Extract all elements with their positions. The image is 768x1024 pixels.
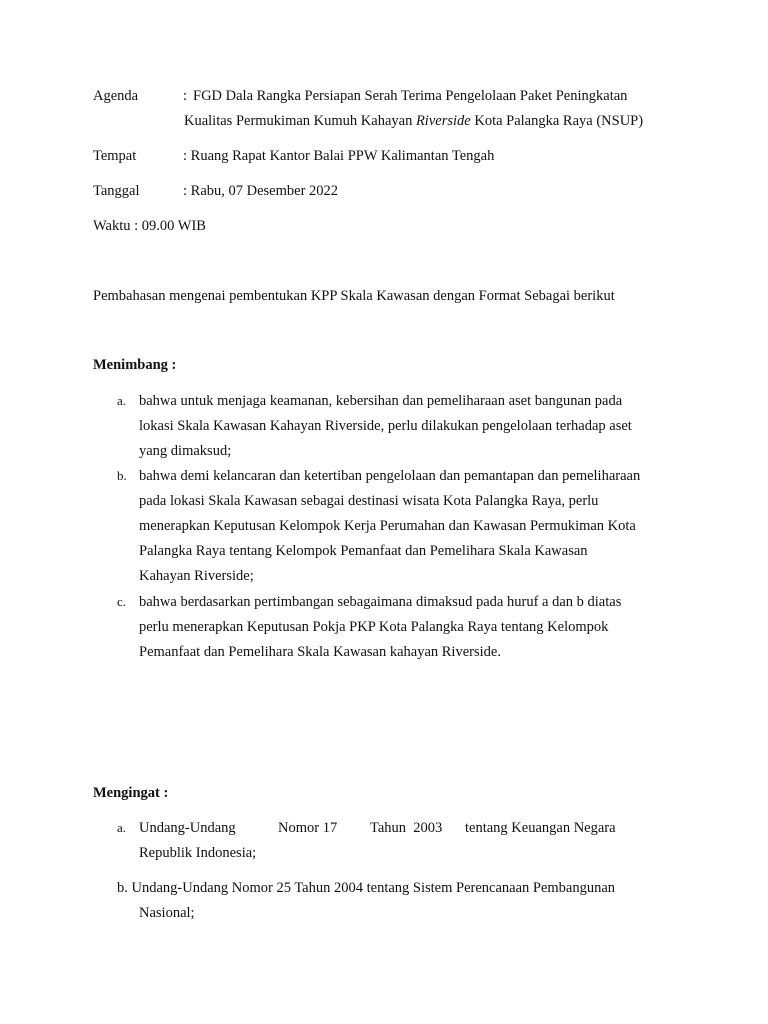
agenda-value-line1: FGD Dala Rangka Persiapan Serah Terima Pengelolaan Paket Peningkatan — [193, 88, 628, 104]
tempat-value: : Ruang Rapat Kantor Balai PPW Kalimantan Tengah — [183, 148, 495, 164]
list-item-line: lokasi Skala Kawasan Kahayan Riverside, perlu dilakukan pengelolaan terhadap aset — [139, 418, 632, 434]
list-item-segment: tentang Keuangan Negara — [465, 820, 616, 836]
waktu-line: Waktu : 09.00 WIB — [93, 218, 206, 234]
intro-paragraph: Pembahasan mengenai pembentukan KPP Skala Kawasan dengan Format Sebagai berikut — [93, 288, 615, 304]
tanggal-value: : Rabu, 07 Desember 2022 — [183, 183, 339, 199]
agenda-value-line2: Kualitas Permukiman Kumuh Kahayan Riverside Kota Palangka Raya (NSUP) — [184, 113, 644, 129]
list-item-line: perlu menerapkan Keputusan Pokja PKP Kota Palangka Raya tentang Kelompok — [139, 619, 609, 635]
menimbang-heading: Menimbang : — [93, 357, 177, 373]
list-item-line: menerapkan Keputusan Kelompok Kerja Perumahan dan Kawasan Permukiman Kota — [139, 518, 636, 534]
list-item-line: Kahayan Riverside; — [139, 568, 254, 584]
mengingat-heading: Mengingat : — [93, 785, 169, 801]
list-item-segment: Tahun 2003 — [370, 820, 443, 836]
list-item-segment: Undang-Undang — [139, 820, 236, 836]
agenda-colon: : — [183, 88, 188, 104]
tanggal-label: Tanggal — [93, 183, 140, 199]
list-item-line: Nasional; — [139, 905, 195, 921]
list-marker: a. — [117, 820, 127, 835]
list-item-line: yang dimaksud; — [139, 443, 232, 459]
list-item-segment: Nomor 17 — [278, 820, 338, 836]
tempat-label: Tempat — [93, 148, 137, 164]
list-item-line: bahwa untuk menjaga keamanan, kebersihan dan pemeliharaan aset bangunan pada — [139, 393, 623, 409]
list-item-line: Pemanfaat dan Pemelihara Skala Kawasan kahayan Riverside. — [139, 644, 501, 660]
list-item-line: bahwa demi kelancaran dan ketertiban pengelolaan dan pemantapan dan pemeliharaan — [139, 468, 641, 484]
list-marker: a. — [117, 393, 127, 408]
agenda-italic-word: Riverside — [415, 113, 471, 129]
list-item-line: Palangka Raya tentang Kelompok Pemanfaat dan Pemelihara Skala Kawasan — [139, 543, 588, 559]
list-item-line: pada lokasi Skala Kawasan sebagai destinasi wisata Kota Palangka Raya, perlu — [139, 493, 599, 509]
list-item-line: b. Undang-Undang Nomor 25 Tahun 2004 tentang Sistem Perencanaan Pembangunan — [117, 880, 616, 896]
list-marker: b. — [117, 468, 127, 483]
list-item-line: Republik Indonesia; — [139, 845, 257, 861]
list-marker: c. — [117, 594, 127, 609]
agenda-label: Agenda — [93, 88, 139, 104]
list-item-line: bahwa berdasarkan pertimbangan sebagaimana dimaksud pada huruf a dan b diatas — [139, 594, 622, 610]
